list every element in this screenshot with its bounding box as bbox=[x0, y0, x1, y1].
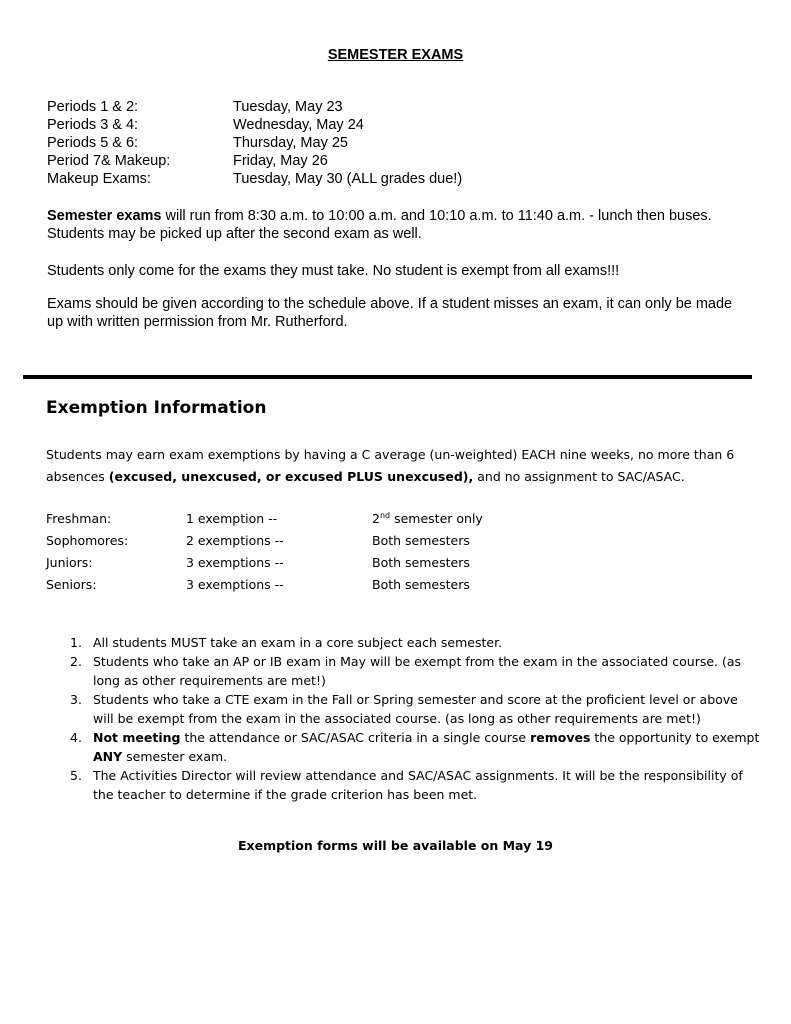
list-text: The Activities Director will review attendance and SAC/ASAC assignments. It will be the responsibility of the teacher to determine if the grade criterion has been met. bbox=[93, 768, 743, 802]
list-number: 5. bbox=[70, 768, 82, 783]
list-text: the attendance or SAC/ASAC criteria in a single course bbox=[180, 730, 531, 745]
grade-count: 2 exemptions -- bbox=[186, 533, 284, 548]
list-number: 1. bbox=[70, 635, 82, 650]
schedule-label: Makeup Exams: bbox=[47, 171, 151, 187]
when-text: semester only bbox=[390, 511, 483, 526]
list-item bbox=[70, 690, 760, 728]
list-bold: removes bbox=[530, 730, 591, 745]
list-text: the opportunity to exempt bbox=[590, 730, 760, 745]
intro-bold: (excused, unexcused, or excused PLUS unexcused), bbox=[108, 469, 474, 484]
list-text: semester exam. bbox=[122, 749, 228, 764]
list-number: 3. bbox=[70, 692, 82, 707]
timing-text: will run from 8:30 a.m. to 10:00 a.m. and 10:10 a.m. to 11:40 a.m. - lunch then buses. Students may be picked up after the second exam as well. bbox=[47, 208, 712, 242]
schedule-note-paragraph: Exams should be given according to the schedule above. If a student misses an exam, it can only be made up with written permission from Mr. Rutherford. bbox=[47, 296, 733, 330]
exemption-intro bbox=[46, 444, 746, 488]
page-title: SEMESTER EXAMS bbox=[327, 47, 464, 63]
schedule-label: Period 7& Makeup: bbox=[47, 153, 171, 169]
exam-timing-paragraph bbox=[47, 207, 747, 243]
schedule-date: Tuesday, May 30 (ALL grades due!) bbox=[233, 171, 463, 187]
exemption-heading: Exemption Information bbox=[46, 398, 267, 418]
list-bold: Not meeting bbox=[93, 730, 181, 745]
list-bold: ANY bbox=[93, 749, 123, 764]
list-number: 2. bbox=[70, 654, 82, 669]
grade-count: 3 exemptions -- bbox=[186, 555, 284, 570]
grade-count: 3 exemptions -- bbox=[186, 577, 284, 592]
grade-when bbox=[372, 511, 483, 526]
schedule-label: Periods 3 & 4: bbox=[47, 117, 139, 133]
grade-when: Both semesters bbox=[372, 555, 470, 570]
when-num: 2 bbox=[372, 511, 380, 526]
schedule-date: Wednesday, May 24 bbox=[233, 117, 364, 133]
grade-name: Juniors: bbox=[46, 555, 93, 570]
exemption-rules-list bbox=[70, 633, 760, 804]
list-text: Students who take an AP or IB exam in May will be exempt from the exam in the associated course. (as long as other requirements are met!) bbox=[93, 654, 742, 688]
exemption-forms-note: Exemption forms will be available on May 19 bbox=[238, 838, 553, 853]
grade-when: Both semesters bbox=[372, 533, 470, 548]
schedule-label: Periods 5 & 6: bbox=[47, 135, 139, 151]
list-text: All students MUST take an exam in a core subject each semester. bbox=[93, 635, 503, 650]
timing-bold: Semester exams bbox=[47, 208, 162, 224]
grade-when: Both semesters bbox=[372, 577, 470, 592]
schedule-date: Friday, May 26 bbox=[233, 153, 328, 169]
section-divider bbox=[23, 375, 752, 379]
list-item bbox=[70, 728, 760, 766]
intro-text-end: and no assignment to SAC/ASAC. bbox=[473, 469, 685, 484]
list-item bbox=[70, 766, 760, 804]
when-sup: nd bbox=[379, 511, 391, 520]
grade-count: 1 exemption -- bbox=[186, 511, 278, 526]
list-item bbox=[70, 633, 760, 652]
list-item bbox=[70, 652, 760, 690]
schedule-date: Thursday, May 25 bbox=[233, 135, 348, 151]
grade-name: Sophomores: bbox=[46, 533, 129, 548]
list-number: 4. bbox=[70, 730, 82, 745]
only-come-paragraph: Students only come for the exams they must take. No student is exempt from all exams!!! bbox=[47, 263, 620, 279]
schedule-label: Periods 1 & 2: bbox=[47, 99, 139, 115]
grade-name: Seniors: bbox=[46, 577, 97, 592]
intro-text: Students may earn exam exemptions by having a C average (un-weighted) EACH nine weeks, no more than 6 absences bbox=[46, 447, 735, 484]
list-text: Students who take a CTE exam in the Fall or Spring semester and score at the proficient level or above will be exempt from the exam in the associated course. (as long as other requirements are met!) bbox=[93, 692, 738, 726]
schedule-date: Tuesday, May 23 bbox=[233, 99, 343, 115]
grade-name: Freshman: bbox=[46, 511, 112, 526]
